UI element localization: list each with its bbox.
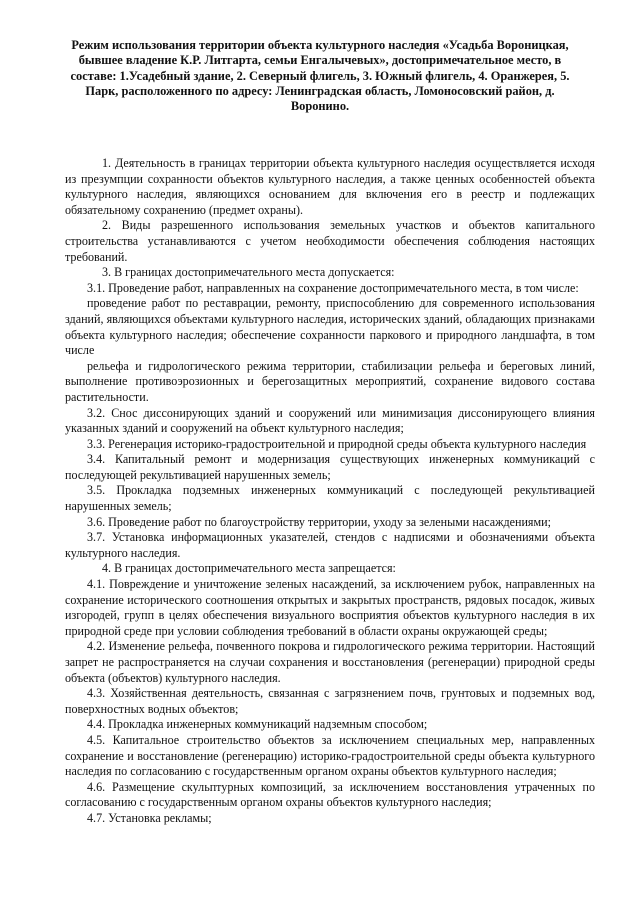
- paragraph-3-2: 3.2. Снос диссонирующих зданий и сооружений или минимизация диссонирующего влияния указанных зданий и сооружений на объект культурного наследия;: [65, 405, 595, 436]
- paragraph-4-3: 4.3. Хозяйственная деятельность, связанная с загрязнением почв, грунтовых и подземных вод, поверхностных водных объектов;: [65, 686, 595, 716]
- paragraph-3-6: 3.6. Проведение работ по благоустройству территории, уходу за зелеными насаждениями;: [87, 514, 551, 529]
- paragraph-2: 2. Виды разрешенного использования земельных участков и объектов капитального строительства устанавливаются с учетом необходимости обеспечения соблюдения настоящих требований.: [65, 218, 595, 264]
- paragraph-4-6: 4.6. Размещение скульптурных композиций, за исключением восстановления утраченных по согласованию с государственным органом охраны объектов культурного наследия;: [65, 779, 595, 810]
- paragraph-3-1: 3.1. Проведение работ, направленных на сохранение достопримечательного места, в том числе:: [87, 280, 579, 295]
- paragraph-3: 3. В границах достопримечательного места допускается:: [102, 265, 395, 280]
- paragraph-3-4: 3.4. Капитальный ремонт и модернизация существующих инженерных коммуникаций с последующей рекультивацией нарушенных земель;: [65, 452, 595, 482]
- paragraph-1: 1. Деятельность в границах территории объекта культурного наследия осуществляется исходя из презумпции сохранности объектов культурного наследия, а также ценных особенностей объекта культурного наследия, являющихся основанием для включения его в реестр и подлежащих обязательному сохранению (предмет охраны).: [65, 156, 595, 217]
- paragraph-4: 4. В границах достопримечательного места запрещается:: [102, 561, 396, 576]
- paragraph-3-1-restoration: проведение работ по реставрации, ремонту, приспособлению для современного использования зданий, являющихся объектами культурного наследия, исторических зданий, обладающих признаками объекта культурного наследия; обеспечение сохранности паркового и природного ландшафта, в том числе: [65, 296, 595, 358]
- document-title: Режим использования территории объекта культурного наследия «Усадьба Вороницкая, бывшее владение К.Р. Литгарта, семьи Енгалычевых», достопримечательное место, в составе: 1.Усадебный здание, 2. Северный флигель, 3. Южный флигель, 4. Оранжерея, 5. Парк, расположенного по адресу: Ленинградская область, Ломоносовский район, д. Воронино.: [70, 38, 570, 114]
- paragraph-3-7: 3.7. Установка информационных указателей, стендов с надписями и обозначениями объекта культурного наследия.: [65, 530, 595, 560]
- document-body: [65, 156, 595, 827]
- paragraph-4-1: 4.1. Повреждение и уничтожение зеленых насаждений, за исключением рубок, направленных на сохранение исторического соотношения открытых и закрытых пространств, рядовых посадок, живых изгородей, групп в целях обеспечения визуального восприятия объектов культурного наследия в их природной среде при условии соблюдения требований в области охраны окружающей среды;: [65, 577, 595, 638]
- paragraph-4-7: 4.7. Установка рекламы;: [87, 810, 212, 825]
- paragraph-4-5: 4.5. Капитальное строительство объектов за исключением специальных мер, направленных сохранение и восстановление (регенерацию) историко-градостроительной среды объекта культурного наследия по согласованию с государственным органом охраны объектов культурного наследия;: [65, 732, 595, 779]
- paragraph-3-3: 3.3. Регенерация историко-градостроительной и природной среды объекта культурного наследия: [87, 436, 587, 451]
- paragraph-4-4: 4.4. Прокладка инженерных коммуникаций надземным способом;: [87, 717, 428, 732]
- paragraph-3-5: 3.5. Прокладка подземных инженерных коммуникаций с последующей рекультивацией нарушенных земель;: [65, 483, 595, 514]
- paragraph-4-2: 4.2. Изменение рельефа, почвенного покрова и гидрологического режима территории. Настоящий запрет не распространяется на случаи сохранения и восстановления (регенерации) природной среды объекта (объектов) культурного наследия.: [65, 639, 595, 685]
- paragraph-3-1-relief: рельефа и гидрологического режима территории, стабилизации рельефа и береговых линий, выполнение противоэрозионных и берегозащитных мероприятий, сохранение видового состава растительности.: [65, 358, 595, 404]
